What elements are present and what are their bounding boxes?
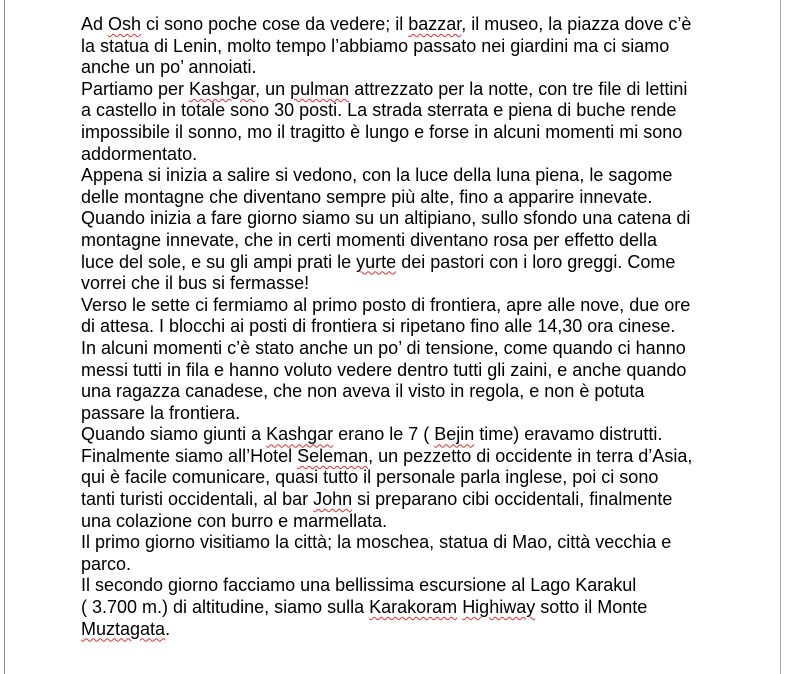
text-line [81,295,771,317]
page-right-border [780,0,781,674]
text-line [81,489,771,511]
text-run: messi tutti in fila e hanno voluto vedere dentro tutti gli zaini, e anche quando [81,359,687,380]
text-line [81,208,771,230]
text-line [81,14,771,36]
text-run: anche un po’ annoiati. [81,57,257,78]
text-line [81,619,771,641]
misspelled-word: Muztagata [81,618,166,639]
text-run: dei pastori con i loro greggi. Come [396,251,676,272]
text-run: , il museo, la piazza dove c’è [461,14,692,34]
text-run: Il secondo giorno facciamo una bellissima escursione al Lago Karakul [81,575,637,596]
text-run: sotto il Monte [535,597,648,618]
text-run: passare la frontiera. [81,402,241,423]
text-run: una colazione con burro e marmellata. [81,510,388,531]
text-line [81,79,771,101]
text-line [81,554,771,576]
misspelled-word: yurte [356,251,397,272]
text-run: . [165,618,171,639]
text-line [81,381,771,403]
misspelled-word: pulman [290,78,350,99]
text-run: ( 3.700 m.) di altitudine, siamo sulla [81,597,370,618]
text-run: Finalmente siamo all’Hotel [81,445,298,466]
text-run: addormentato. [81,143,198,164]
text-line [81,57,771,79]
text-run: Appena si inizia a salire si vedono, con la luce della luna piena, le sagome [81,165,673,186]
text-line [81,467,771,489]
misspelled-word: Osh [108,14,142,34]
misspelled-word: Highiway [462,597,536,618]
page-left-border [4,0,5,674]
text-run: di attesa. I blocchi ai posti di frontiera si ripetano fino alle 14,30 ora cinese. [81,316,676,337]
text-line [81,144,771,166]
misspelled-word: Bejin [434,424,475,445]
text-run: montagne innevate, che in certi momenti diventano rosa per effetto della [81,229,658,250]
text-line [81,511,771,533]
text-run: Partiamo per [81,78,190,99]
text-line [81,532,771,554]
misspelled-word: Karakoram [369,597,458,618]
text-run: attrezzato per la notte, con tre file di lettini [349,78,688,99]
text-run: la statua di Lenin, molto tempo l’abbiamo passato nei giardini ma ci siamo [81,35,670,56]
text-line [81,273,771,295]
text-run: una ragazza canadese, che non aveva il visto in regola, e non è potuta [81,381,645,402]
text-run: Ad [81,14,109,34]
misspelled-word: John [313,489,353,510]
text-line [81,424,771,446]
text-line [81,165,771,187]
document-body-text[interactable] [81,14,771,640]
text-run: erano le 7 ( [333,424,435,445]
text-run: si preparano cibi occidentali, finalmente [352,489,673,510]
text-line [81,338,771,360]
text-run: Quando inizia a fare giorno siamo su un altipiano, sullo sfondo una catena di [81,208,691,229]
text-line [81,597,771,619]
text-run: , un [255,78,291,99]
text-run: time) eravamo distrutti. [474,424,663,445]
misspelled-word: Kashgar [266,424,334,445]
text-run: tanti turisti occidentali, al bar [81,489,314,510]
text-run: qui è facile comunicare, quasi tutto il personale parla inglese, poi ci sono [81,467,659,488]
text-line [81,575,771,597]
text-run: vorrei che il bus si fermasse! [81,273,310,294]
misspelled-word: bazzar [408,14,462,34]
text-run: impossibile il sonno, mo il tragitto è lungo e forse in alcuni momenti mi sono [81,121,683,142]
text-line [81,403,771,425]
text-line [81,122,771,144]
text-line [81,100,771,122]
text-line [81,360,771,382]
text-line [81,187,771,209]
text-run: ci sono poche cose da vedere; il [141,14,409,34]
text-run: Quando siamo giunti a [81,424,267,445]
text-run: a castello in totale sono 30 posti. La strada sterrata e piena di buche rende [81,100,677,121]
text-run: , un pezzetto di occidente in terra d’Asia, [368,445,693,466]
text-run: Il primo giorno visitiamo la città; la moschea, statua di Mao, città vecchia e [81,532,672,553]
text-line [81,316,771,338]
text-line [81,230,771,252]
text-run: Verso le sette ci fermiamo al primo posto di frontiera, apre alle nove, due ore [81,294,691,315]
text-run: luce del sole, e su gli ampi prati le [81,251,357,272]
text-run: parco. [81,553,132,574]
text-line [81,446,771,468]
misspelled-word: Kashgar [189,78,256,99]
text-run: delle montagne che diventano sempre più alte, fino a apparire innevate. [81,186,653,207]
text-line [81,252,771,274]
text-run: In alcuni momenti c’è stato anche un po’ di tensione, come quando ci hanno [81,337,686,358]
text-line [81,36,771,58]
misspelled-word: Seleman [297,445,369,466]
